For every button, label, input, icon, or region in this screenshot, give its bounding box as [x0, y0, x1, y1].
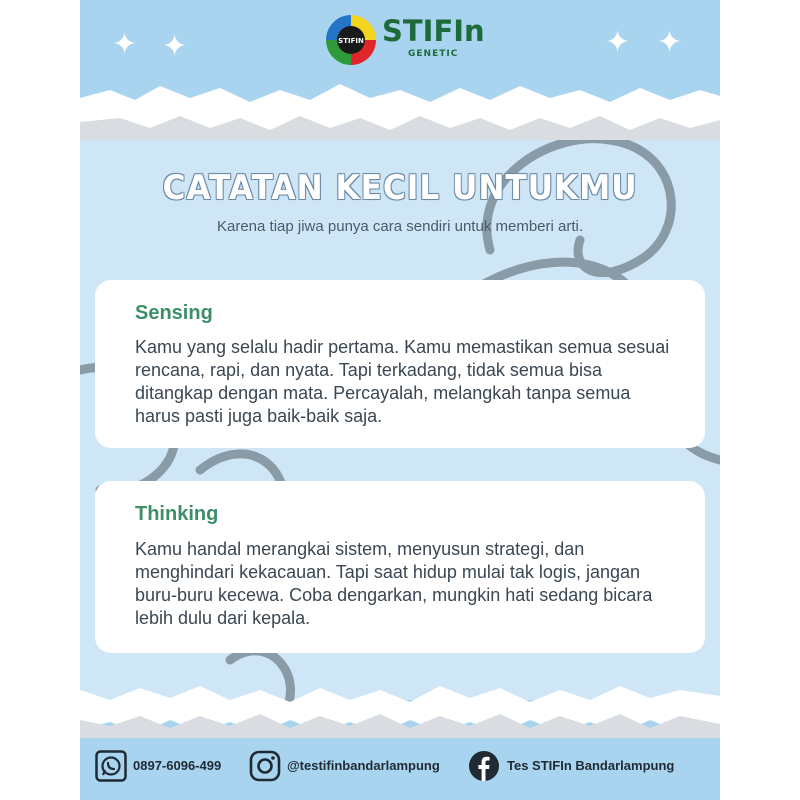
page-subtitle: Karena tiap jiwa punya cara sendiri untuk memberi arti.	[216, 218, 583, 235]
brand-name: STIFIn	[382, 14, 485, 48]
card-thinking	[95, 481, 705, 653]
torn-paper-bottom	[80, 680, 720, 750]
whatsapp-number[interactable]: 0897-6096-499	[133, 758, 222, 773]
brand-tagline: GENETIC	[408, 49, 459, 59]
sparkle-icon: ✦	[605, 25, 631, 60]
facebook-page[interactable]: Tes STIFIn Bandarlampung	[507, 758, 675, 773]
facebook-icon[interactable]	[468, 750, 500, 782]
stifin-logo	[325, 14, 377, 66]
torn-paper-top	[80, 78, 720, 148]
whatsapp-icon[interactable]	[95, 750, 127, 782]
card-sensing	[95, 280, 705, 448]
sparkle-icon: ✦	[657, 25, 683, 60]
sparkle-icon: ✦	[112, 27, 138, 62]
card-body: Kamu handal merangkai sistem, menyusun strategi, dan menghindari kekacauan. Tapi saat hidup mulai tak logis, jangan buru-buru kecewa. Coba dengarkan, mungkin hati sedang bicara lebih dulu dari kepala.	[135, 539, 653, 628]
page-title: CATATAN KECIL UNTUKMU	[162, 168, 638, 208]
card-heading: Thinking	[135, 503, 219, 525]
logo-badge-text: STIFIN	[338, 37, 364, 45]
instagram-icon[interactable]	[249, 750, 281, 782]
card-heading: Sensing	[135, 302, 213, 324]
card-body: Kamu yang selalu hadir pertama. Kamu memastikan semua sesuai rencana, rapi, dan nyata. Tapi terkadang, tidak semua bisa ditangkap dengan mata. Percayalah, melangkah tanpa semua harus pasti juga baik-baik saja.	[135, 337, 670, 426]
sparkle-icon: ✦	[162, 29, 188, 64]
contact-footer	[95, 750, 715, 786]
poster	[80, 0, 720, 800]
instagram-handle[interactable]: @testifinbandarlampung	[287, 758, 440, 773]
